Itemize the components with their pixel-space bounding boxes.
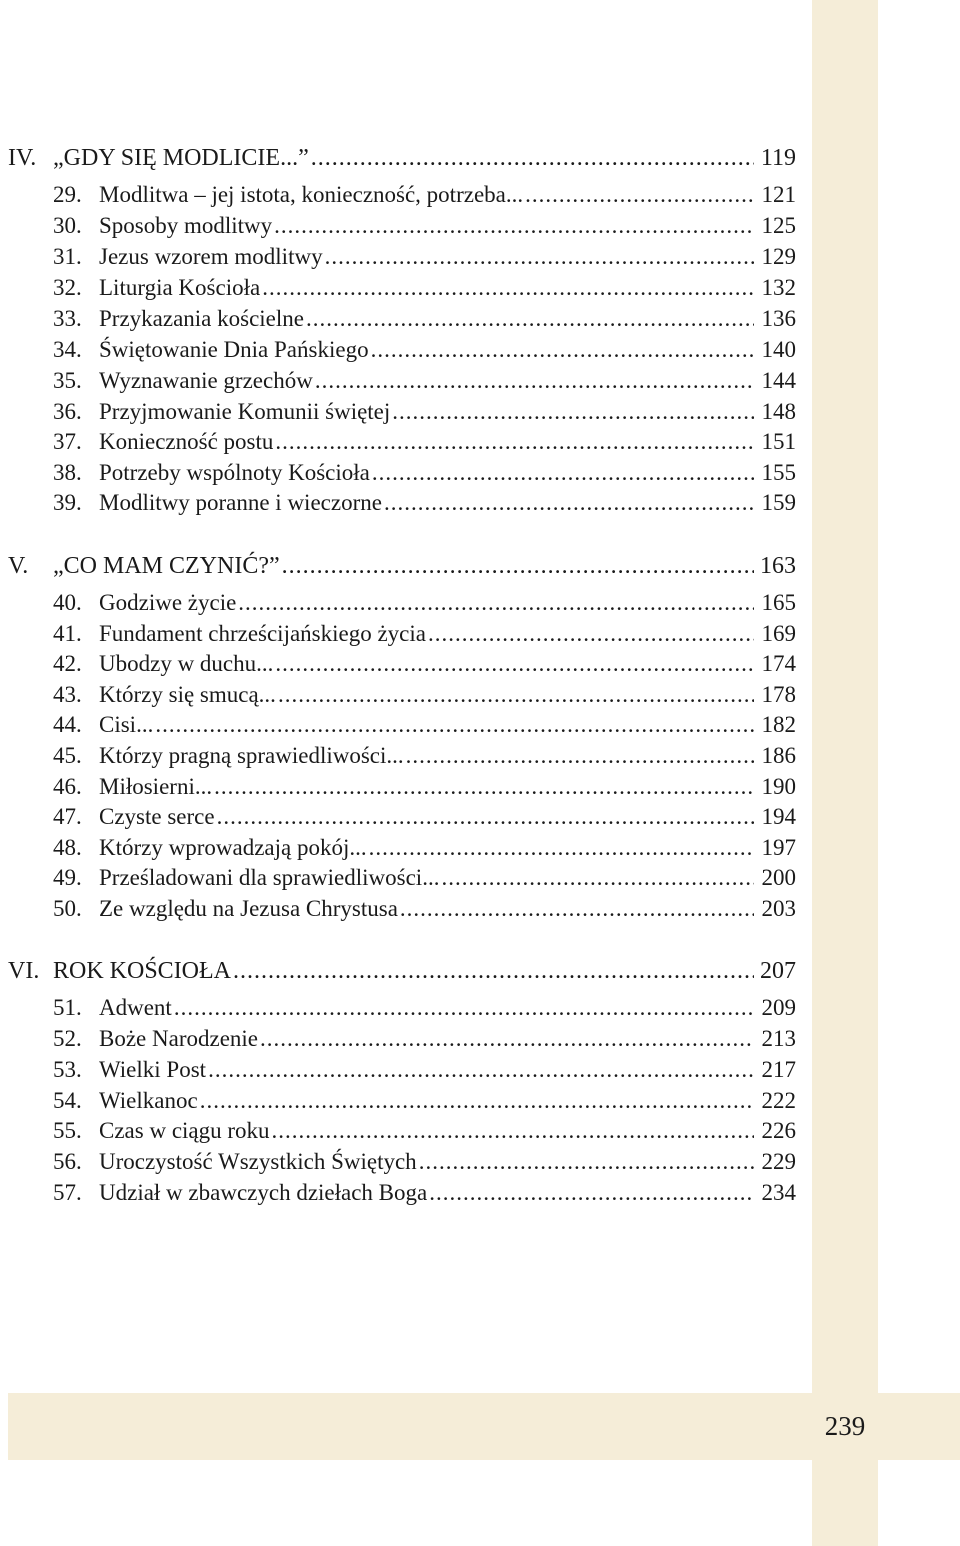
toc-entry-title: Którzy wprowadzają pokój... bbox=[99, 835, 367, 860]
toc-entry-page: 155 bbox=[761, 460, 796, 485]
toc-item-row bbox=[8, 1147, 796, 1177]
toc-item-row bbox=[8, 488, 796, 518]
toc-entry-title: Jezus wzorem modlitwy bbox=[99, 244, 323, 269]
toc-item-row bbox=[8, 1178, 796, 1208]
toc-entry-title: Przykazania kościelne bbox=[99, 306, 304, 331]
toc-section-row bbox=[8, 143, 796, 173]
toc-section-row bbox=[8, 551, 796, 581]
toc-entry-title: Czas w ciągu roku bbox=[99, 1118, 270, 1143]
toc-entry-page: 125 bbox=[761, 213, 796, 238]
toc-entry-page: 169 bbox=[761, 621, 796, 646]
toc-item-row bbox=[8, 242, 796, 272]
toc-entry-number: 45. bbox=[53, 743, 82, 768]
toc-entry-number: 46. bbox=[53, 774, 82, 799]
toc-entry-title: Adwent bbox=[99, 995, 172, 1020]
toc-entry-title: Modlitwa – jej istota, konieczność, potrzeba... bbox=[99, 182, 524, 207]
toc-entry-page: 136 bbox=[761, 306, 796, 331]
toc-item-row bbox=[8, 619, 796, 649]
toc-entry-page: 121 bbox=[761, 182, 796, 207]
toc-entry-page: 151 bbox=[761, 429, 796, 454]
page-number: 239 bbox=[824, 1411, 866, 1441]
dot-leader bbox=[384, 488, 754, 518]
dot-leader bbox=[429, 1178, 754, 1208]
toc-entry-page: 159 bbox=[761, 490, 796, 515]
toc-item-row bbox=[8, 588, 796, 618]
toc-entry-number: 32. bbox=[53, 275, 82, 300]
toc-entry-title: Przyjmowanie Komunii świętej bbox=[99, 399, 391, 424]
decorative-side-strip bbox=[812, 0, 878, 1546]
toc-entry-page: 129 bbox=[761, 244, 796, 269]
dot-leader bbox=[155, 710, 754, 740]
dot-leader bbox=[260, 1024, 754, 1054]
dot-leader bbox=[406, 741, 754, 771]
toc-entry-page: 148 bbox=[761, 399, 796, 424]
toc-entry-title: Którzy pragną sprawiedliwości... bbox=[99, 743, 404, 768]
toc-entry-number: 37. bbox=[53, 429, 82, 454]
toc-item-row bbox=[8, 863, 796, 893]
toc-entry-page: 186 bbox=[761, 743, 796, 768]
dot-leader bbox=[272, 1116, 754, 1146]
toc-entry-page: 217 bbox=[761, 1057, 796, 1082]
dot-leader bbox=[315, 366, 754, 396]
toc-entry-number: 56. bbox=[53, 1149, 82, 1174]
dot-leader bbox=[400, 894, 754, 924]
toc-entry-number: VI. bbox=[8, 958, 40, 984]
toc-entry-title: Wyznawanie grzechów bbox=[99, 368, 313, 393]
dot-leader bbox=[278, 680, 754, 710]
toc-entry-number: 41. bbox=[53, 621, 82, 646]
toc-entry-title: ROK KOŚCIOŁA bbox=[53, 958, 232, 984]
toc-item-row bbox=[8, 802, 796, 832]
toc-section-row bbox=[8, 956, 796, 986]
toc-entry-page: 200 bbox=[761, 865, 796, 890]
dot-leader bbox=[214, 772, 754, 802]
toc-entry-page: 209 bbox=[761, 995, 796, 1020]
toc-entry-number: 48. bbox=[53, 835, 82, 860]
toc-item-row bbox=[8, 304, 796, 334]
toc-entry-title: „GDY SIĘ MODLICIE...” bbox=[53, 145, 309, 171]
toc-entry-number: 29. bbox=[53, 182, 82, 207]
toc-entry-number: V. bbox=[8, 553, 29, 579]
toc-item-row bbox=[8, 649, 796, 679]
toc-entry-title: Ze względu na Jezusa Chrystusa bbox=[99, 896, 398, 921]
toc-item-row bbox=[8, 833, 796, 863]
toc-entry-page: 178 bbox=[761, 682, 796, 707]
dot-leader bbox=[369, 833, 754, 863]
dot-leader bbox=[217, 802, 754, 832]
toc-entry-number: 47. bbox=[53, 804, 82, 829]
toc-entry-title: Sposoby modlitwy bbox=[99, 213, 273, 238]
toc-entry-page: 226 bbox=[761, 1118, 796, 1143]
toc-entry-title: Ubodzy w duchu... bbox=[99, 651, 274, 676]
toc-item-row bbox=[8, 710, 796, 740]
toc-entry-number: 44. bbox=[53, 712, 82, 737]
dot-leader bbox=[233, 956, 754, 986]
dot-leader bbox=[428, 619, 754, 649]
toc-entry-number: 35. bbox=[53, 368, 82, 393]
toc-entry-number: 49. bbox=[53, 865, 82, 890]
toc-entry-number: 31. bbox=[53, 244, 82, 269]
toc-entry-number: 55. bbox=[53, 1118, 82, 1143]
dot-leader bbox=[325, 242, 754, 272]
toc-item-row bbox=[8, 180, 796, 210]
toc-entry-number: 51. bbox=[53, 995, 82, 1020]
toc-entry-number: 39. bbox=[53, 490, 82, 515]
toc-entry-page: 190 bbox=[761, 774, 796, 799]
toc-entry-number: 53. bbox=[53, 1057, 82, 1082]
toc-entry-title: Godziwe życie bbox=[99, 590, 237, 615]
toc-entry-title: Prześladowani dla sprawiedliwości... bbox=[99, 865, 440, 890]
toc-entry-page: 207 bbox=[760, 958, 796, 984]
toc-entry-page: 165 bbox=[761, 590, 796, 615]
toc-item-row bbox=[8, 427, 796, 457]
toc-entry-page: 163 bbox=[760, 553, 796, 579]
toc-item-row bbox=[8, 1024, 796, 1054]
dot-leader bbox=[525, 180, 754, 210]
toc-entry-number: 42. bbox=[53, 651, 82, 676]
dot-leader bbox=[174, 993, 754, 1023]
toc-entry-page: 234 bbox=[761, 1180, 796, 1205]
dot-leader bbox=[372, 458, 754, 488]
toc-entry-number: 52. bbox=[53, 1026, 82, 1051]
dot-leader bbox=[371, 335, 754, 365]
toc-item-row bbox=[8, 211, 796, 241]
toc-entry-page: 174 bbox=[761, 651, 796, 676]
dot-leader bbox=[311, 143, 754, 173]
toc-entry-number: 30. bbox=[53, 213, 82, 238]
toc-entry-page: 229 bbox=[761, 1149, 796, 1174]
toc-entry-title: „CO MAM CZYNIĆ?” bbox=[53, 553, 280, 579]
toc-entry-number: 43. bbox=[53, 682, 82, 707]
toc-item-row bbox=[8, 894, 796, 924]
dot-leader bbox=[441, 863, 754, 893]
toc-entry-number: 50. bbox=[53, 896, 82, 921]
toc-entry-title: Liturgia Kościoła bbox=[99, 275, 261, 300]
toc-entry-number: 36. bbox=[53, 399, 82, 424]
toc-entry-number: 57. bbox=[53, 1180, 82, 1205]
toc-entry-number: 54. bbox=[53, 1088, 82, 1113]
toc-entry-page: 194 bbox=[761, 804, 796, 829]
toc-item-row bbox=[8, 397, 796, 427]
toc-item-row bbox=[8, 1086, 796, 1116]
toc-entry-number: 33. bbox=[53, 306, 82, 331]
toc-entry-title: Świętowanie Dnia Pańskiego bbox=[99, 337, 369, 362]
toc-entry-title: Boże Narodzenie bbox=[99, 1026, 259, 1051]
toc-entry-number: IV. bbox=[8, 145, 37, 171]
toc-item-row bbox=[8, 366, 796, 396]
toc-entry-title: Wielki Post bbox=[99, 1057, 207, 1082]
toc-item-row bbox=[8, 1055, 796, 1085]
toc-entry-number: 38. bbox=[53, 460, 82, 485]
dot-leader bbox=[275, 427, 754, 457]
toc-entry-number: 34. bbox=[53, 337, 82, 362]
dot-leader bbox=[392, 397, 754, 427]
dot-leader bbox=[208, 1055, 754, 1085]
toc-entry-page: 222 bbox=[761, 1088, 796, 1113]
toc-entry-title: Potrzeby wspólnoty Kościoła bbox=[99, 460, 370, 485]
dot-leader bbox=[274, 211, 754, 241]
toc-item-row bbox=[8, 1116, 796, 1146]
toc-entry-page: 197 bbox=[761, 835, 796, 860]
toc-item-row bbox=[8, 993, 796, 1023]
toc-entry-number: 40. bbox=[53, 590, 82, 615]
toc-entry-title: Miłosierni... bbox=[99, 774, 213, 799]
toc-entry-page: 182 bbox=[761, 712, 796, 737]
toc-item-row bbox=[8, 680, 796, 710]
toc-item-row bbox=[8, 273, 796, 303]
dot-leader bbox=[282, 551, 754, 581]
toc-entry-title: Konieczność postu bbox=[99, 429, 274, 454]
toc-item-row bbox=[8, 741, 796, 771]
toc-item-row bbox=[8, 335, 796, 365]
toc-entry-title: Czyste serce bbox=[99, 804, 215, 829]
toc-entry-page: 132 bbox=[761, 275, 796, 300]
toc-entry-page: 203 bbox=[761, 896, 796, 921]
dot-leader bbox=[238, 588, 754, 618]
toc-entry-page: 213 bbox=[761, 1026, 796, 1051]
toc-item-row bbox=[8, 772, 796, 802]
dot-leader bbox=[419, 1147, 754, 1177]
dot-leader bbox=[306, 304, 754, 334]
toc-entry-page: 144 bbox=[761, 368, 796, 393]
toc-item-row bbox=[8, 458, 796, 488]
toc-entry-page: 119 bbox=[760, 145, 796, 171]
toc-entry-title: Udział w zbawczych dziełach Boga bbox=[99, 1180, 428, 1205]
toc-entry-title: Uroczystość Wszystkich Świętych bbox=[99, 1149, 417, 1174]
toc-entry-title: Modlitwy poranne i wieczorne bbox=[99, 490, 382, 515]
toc-entry-title: Fundament chrześcijańskiego życia bbox=[99, 621, 426, 646]
toc-entry-page: 140 bbox=[761, 337, 796, 362]
toc-entry-title: Którzy się smucą... bbox=[99, 682, 276, 707]
dot-leader bbox=[200, 1086, 754, 1116]
dot-leader bbox=[275, 649, 754, 679]
toc-entry-title: Cisi... bbox=[99, 712, 154, 737]
dot-leader bbox=[262, 273, 754, 303]
toc-entry-title: Wielkanoc bbox=[99, 1088, 198, 1113]
